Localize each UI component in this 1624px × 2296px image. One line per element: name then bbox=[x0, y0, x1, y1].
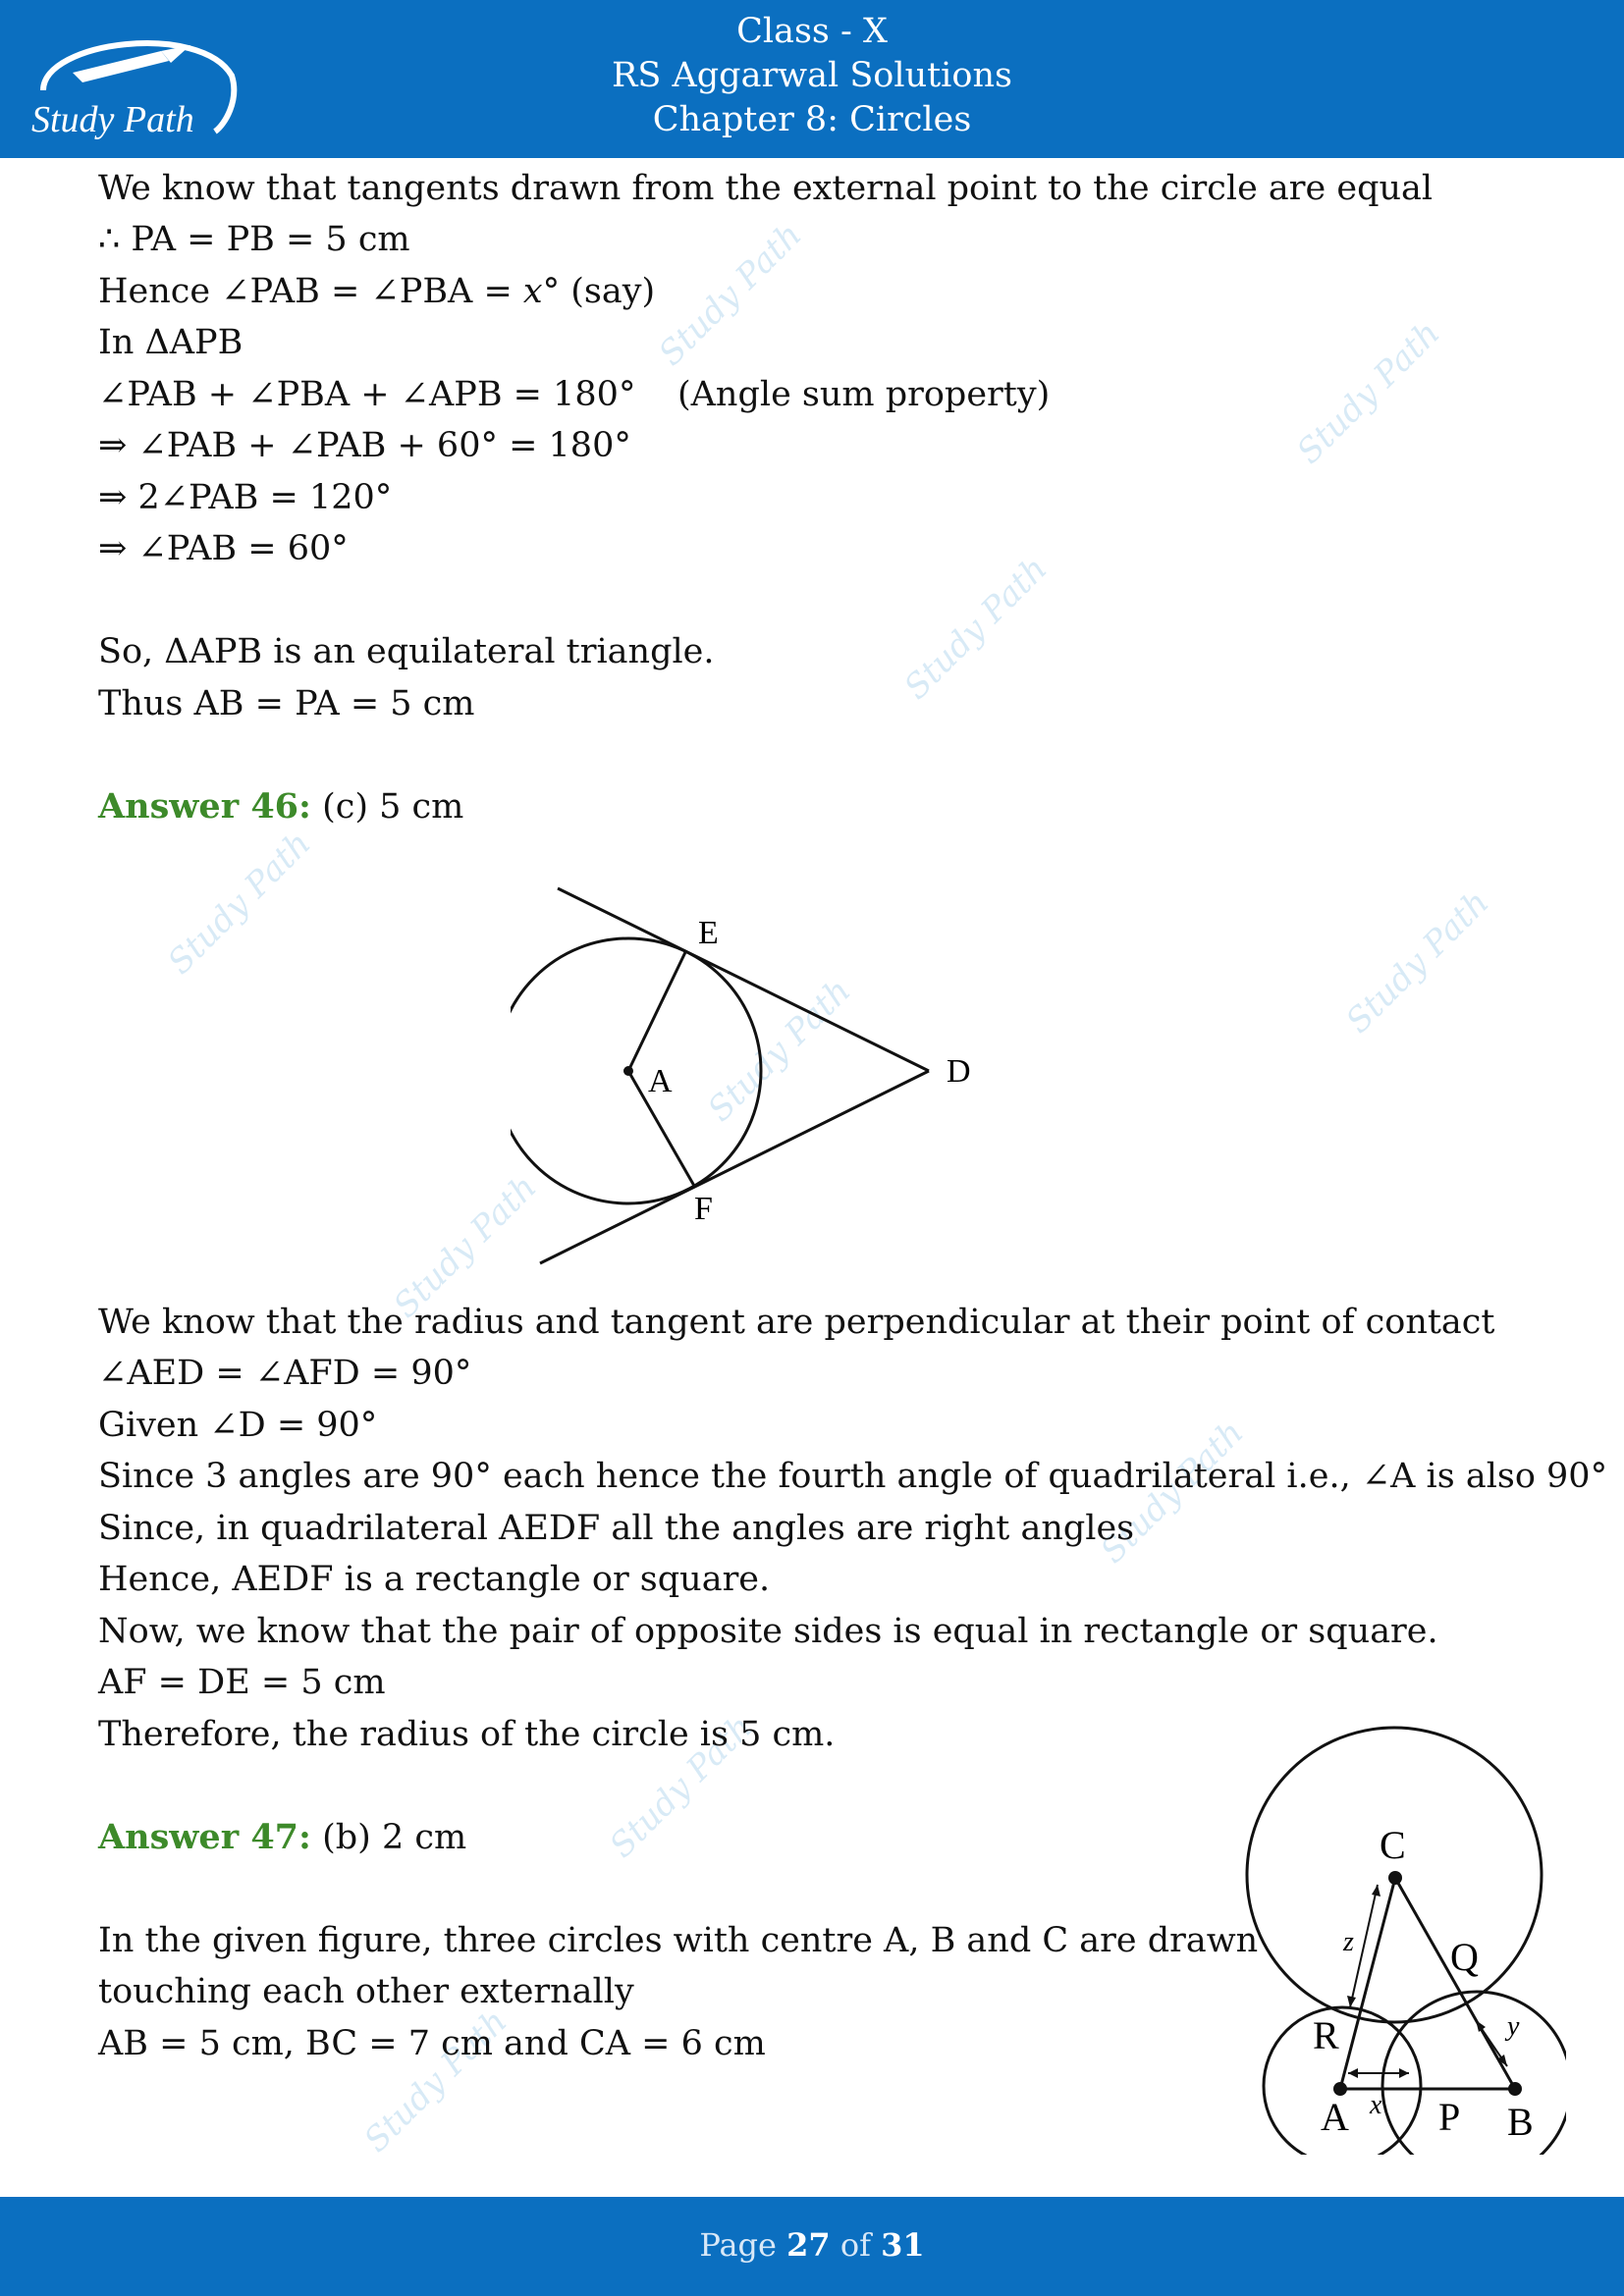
text-line: ⇒ ∠PAB = 60° bbox=[98, 529, 349, 568]
side-bc bbox=[1395, 1878, 1515, 2089]
tangent-lower bbox=[540, 1071, 929, 1263]
watermark: Study Path bbox=[651, 215, 810, 374]
text-line: ∠AED = ∠AFD = 90° bbox=[98, 1354, 472, 1393]
page-word: Page bbox=[699, 2226, 777, 2264]
three-circles-figure bbox=[1232, 1723, 1566, 2155]
text-line: In the given figure, three circles with centre A, B and C are drawn bbox=[98, 1921, 1259, 1960]
text-line-note: (Angle sum property) bbox=[677, 375, 1051, 414]
page-number: 27 bbox=[786, 2226, 831, 2264]
label-r: R bbox=[1313, 2013, 1339, 2057]
class-label: Class - X bbox=[736, 12, 888, 51]
of-word: of bbox=[839, 2226, 871, 2264]
text-line: ∴ PA = PB = 5 cm bbox=[98, 220, 410, 259]
text-line: Therefore, the radius of the circle is 5 cm. bbox=[98, 1715, 836, 1754]
radius-ae bbox=[628, 950, 686, 1071]
arrow-y-head-top bbox=[1476, 2020, 1486, 2032]
watermark: Study Path bbox=[1093, 1413, 1252, 1572]
page-footer bbox=[0, 2197, 1624, 2296]
label-c: C bbox=[1380, 1823, 1406, 1867]
text-line: Since 3 angles are 90° each hence the fourth angle of quadrilateral i.e., ∠A is also 90° bbox=[98, 1457, 1608, 1496]
text-line: Now, we know that the pair of opposite sides is equal in rectangle or square. bbox=[98, 1612, 1438, 1651]
text-line: ∠PAB + ∠PBA + ∠APB = 180° bbox=[98, 375, 636, 414]
text-line: So, ΔAPB is an equilateral triangle. bbox=[98, 632, 715, 671]
label-y: y bbox=[1507, 2011, 1520, 2042]
point-c bbox=[1388, 1871, 1402, 1885]
watermark: Study Path bbox=[1338, 882, 1497, 1041]
watermark: Study Path bbox=[356, 2002, 515, 2161]
label-f: F bbox=[694, 1191, 713, 1227]
text-line: In ΔAPB bbox=[98, 323, 244, 362]
watermark: Study Path bbox=[160, 824, 319, 983]
label-b: B bbox=[1507, 2100, 1534, 2144]
text-line: AF = DE = 5 cm bbox=[98, 1663, 386, 1702]
label-q: Q bbox=[1450, 1935, 1479, 1979]
text-line: We know that tangents drawn from the external point to the circle are equal bbox=[98, 169, 1434, 208]
text-line: touching each other externally bbox=[98, 1972, 634, 2011]
point-b bbox=[1508, 2082, 1522, 2096]
arrow-x-head-left bbox=[1348, 2068, 1358, 2078]
text-line: Hence ∠PAB = ∠PBA = 𝑥° (say) bbox=[98, 272, 656, 311]
text-line: AB = 5 cm, BC = 7 cm and CA = 6 cm bbox=[98, 2024, 766, 2063]
answer-46-value: (c) 5 cm bbox=[322, 787, 464, 827]
page-header bbox=[0, 0, 1624, 158]
book-title: RS Aggarwal Solutions bbox=[612, 56, 1012, 95]
watermark: Study Path bbox=[896, 549, 1056, 708]
watermark: Study Path bbox=[1289, 313, 1448, 472]
text-line: Given ∠D = 90° bbox=[98, 1406, 378, 1445]
arrow-z-head-bottom bbox=[1347, 1996, 1356, 2007]
label-d: D bbox=[947, 1053, 971, 1090]
watermark: Study Path bbox=[386, 1167, 545, 1326]
answer-46 bbox=[98, 785, 463, 828]
logo-text: Study Path bbox=[31, 99, 194, 140]
text-line: Thus AB = PA = 5 cm bbox=[98, 684, 475, 723]
label-a: A bbox=[1321, 2095, 1349, 2139]
answer-46-label: Answer 46: bbox=[98, 786, 311, 827]
chapter-title: Chapter 8: Circles bbox=[652, 100, 972, 139]
arrow-z bbox=[1350, 1885, 1378, 2007]
arrow-z-head-top bbox=[1372, 1885, 1380, 1896]
label-x: x bbox=[1370, 2090, 1382, 2120]
page-indicator bbox=[0, 2226, 1624, 2264]
answer-47 bbox=[98, 1816, 466, 1859]
page-total: 31 bbox=[881, 2226, 925, 2264]
arrow-x-head-right bbox=[1399, 2068, 1409, 2078]
label-z: z bbox=[1343, 1927, 1354, 1957]
text-line: Hence, AEDF is a rectangle or square. bbox=[98, 1560, 771, 1599]
answer-47-label: Answer 47: bbox=[98, 1817, 311, 1857]
answer-47-value: (b) 2 cm bbox=[322, 1818, 467, 1857]
text-line: We know that the radius and tangent are perpendicular at their point of contact bbox=[98, 1303, 1495, 1342]
point-a bbox=[1333, 2082, 1347, 2096]
label-p: P bbox=[1438, 2095, 1461, 2139]
watermark: Study Path bbox=[602, 1707, 761, 1866]
text-line: ⇒ 2∠PAB = 120° bbox=[98, 478, 393, 517]
text-line: ⇒ ∠PAB + ∠PAB + 60° = 180° bbox=[98, 426, 631, 465]
center-point-a bbox=[623, 1066, 633, 1076]
watermark: Study Path bbox=[700, 971, 859, 1130]
label-e: E bbox=[698, 915, 719, 951]
tangent-upper bbox=[558, 888, 929, 1071]
tangent-circle-figure bbox=[511, 874, 1060, 1276]
circle-a bbox=[511, 938, 761, 1203]
text-line: Since, in quadrilateral AEDF all the angles are right angles bbox=[98, 1509, 1135, 1548]
label-a: A bbox=[648, 1063, 673, 1099]
